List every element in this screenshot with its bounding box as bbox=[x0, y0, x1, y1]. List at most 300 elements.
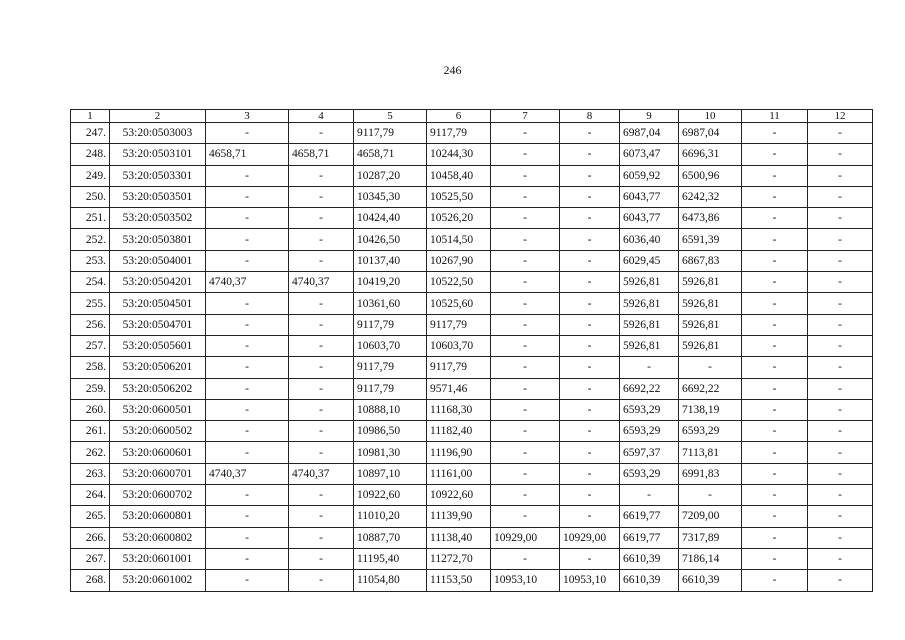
table-cell: 9117,79 bbox=[354, 314, 427, 335]
column-header: 4 bbox=[289, 110, 354, 123]
table-cell: - bbox=[560, 123, 620, 144]
table-cell: 6987,04 bbox=[679, 123, 742, 144]
table-cell: 6610,39 bbox=[620, 570, 679, 591]
table-cell: - bbox=[742, 506, 808, 527]
column-header: 10 bbox=[679, 110, 742, 123]
table-cell: 10986,50 bbox=[354, 421, 427, 442]
table-cell: 10603,70 bbox=[354, 335, 427, 356]
table-cell: 250. bbox=[71, 186, 110, 207]
table-cell: - bbox=[808, 485, 873, 506]
table-cell: - bbox=[206, 548, 289, 569]
table-cell: - bbox=[742, 314, 808, 335]
table-cell: 263. bbox=[71, 463, 110, 484]
table-cell: - bbox=[808, 548, 873, 569]
column-header: 3 bbox=[206, 110, 289, 123]
table-cell: - bbox=[289, 335, 354, 356]
table-cell: 11138,40 bbox=[427, 527, 491, 548]
table-row bbox=[71, 165, 873, 186]
table-cell: 261. bbox=[71, 421, 110, 442]
table-cell: - bbox=[742, 123, 808, 144]
table-cell: - bbox=[491, 165, 560, 186]
table-cell: - bbox=[206, 208, 289, 229]
table-cell: 256. bbox=[71, 314, 110, 335]
table-cell: - bbox=[206, 314, 289, 335]
table-cell: - bbox=[491, 123, 560, 144]
table-cell: 6597,37 bbox=[620, 442, 679, 463]
table-cell: 9117,79 bbox=[427, 357, 491, 378]
table-cell: 5926,81 bbox=[620, 272, 679, 293]
table-cell: - bbox=[491, 335, 560, 356]
table-cell: - bbox=[289, 357, 354, 378]
table-cell: - bbox=[491, 399, 560, 420]
column-header: 9 bbox=[620, 110, 679, 123]
table-row bbox=[71, 144, 873, 165]
table-cell: - bbox=[742, 527, 808, 548]
table-cell: - bbox=[742, 463, 808, 484]
table-cell: - bbox=[742, 357, 808, 378]
table-cell: - bbox=[560, 165, 620, 186]
table-cell: 266. bbox=[71, 527, 110, 548]
table-cell: - bbox=[808, 293, 873, 314]
table-cell: 6473,86 bbox=[679, 208, 742, 229]
table-cell: 10922,60 bbox=[354, 485, 427, 506]
table-cell: 9117,79 bbox=[354, 123, 427, 144]
table-cell: 260. bbox=[71, 399, 110, 420]
table-cell: 7186,14 bbox=[679, 548, 742, 569]
table-cell: - bbox=[808, 250, 873, 271]
column-header: 6 bbox=[427, 110, 491, 123]
table-cell: - bbox=[289, 485, 354, 506]
table-cell: - bbox=[560, 186, 620, 207]
table-cell: - bbox=[206, 123, 289, 144]
table-row bbox=[71, 421, 873, 442]
table-cell: - bbox=[491, 485, 560, 506]
table-cell: 6619,77 bbox=[620, 527, 679, 548]
table-cell: 6029,45 bbox=[620, 250, 679, 271]
table-cell: - bbox=[206, 250, 289, 271]
table-cell: - bbox=[560, 357, 620, 378]
table-cell: 5926,81 bbox=[620, 335, 679, 356]
table-cell: 10525,50 bbox=[427, 186, 491, 207]
table-cell: 5926,81 bbox=[620, 293, 679, 314]
header-row bbox=[71, 110, 873, 123]
table-row bbox=[71, 208, 873, 229]
table-cell: - bbox=[289, 208, 354, 229]
table-cell: 11196,90 bbox=[427, 442, 491, 463]
table-cell: 5926,81 bbox=[620, 314, 679, 335]
table-cell: - bbox=[808, 165, 873, 186]
table-cell: - bbox=[491, 250, 560, 271]
table-cell: 10361,60 bbox=[354, 293, 427, 314]
table-cell: 4740,37 bbox=[206, 463, 289, 484]
table-cell: - bbox=[289, 421, 354, 442]
table-cell: 6867,83 bbox=[679, 250, 742, 271]
table-cell: 53:20:0504701 bbox=[110, 314, 206, 335]
table-row bbox=[71, 506, 873, 527]
table-cell: 10603,70 bbox=[427, 335, 491, 356]
table-cell: - bbox=[742, 378, 808, 399]
table-cell: 9117,79 bbox=[427, 123, 491, 144]
table-cell: 10458,40 bbox=[427, 165, 491, 186]
table-cell: - bbox=[742, 570, 808, 591]
table-row bbox=[71, 186, 873, 207]
table-cell: - bbox=[679, 357, 742, 378]
table-cell: 4658,71 bbox=[289, 144, 354, 165]
table-cell: 6991,83 bbox=[679, 463, 742, 484]
table-cell: - bbox=[808, 421, 873, 442]
table-cell: 268. bbox=[71, 570, 110, 591]
table-cell: 6242,32 bbox=[679, 186, 742, 207]
table-cell: 53:20:0600802 bbox=[110, 527, 206, 548]
table-cell: 6500,96 bbox=[679, 165, 742, 186]
table-cell: 9117,79 bbox=[354, 378, 427, 399]
table-cell: - bbox=[206, 421, 289, 442]
table-cell: 6593,29 bbox=[620, 421, 679, 442]
table-cell: 11161,00 bbox=[427, 463, 491, 484]
table-cell: 53:20:0503003 bbox=[110, 123, 206, 144]
table-cell: 6043,77 bbox=[620, 208, 679, 229]
table-cell: - bbox=[742, 442, 808, 463]
table-cell: - bbox=[679, 485, 742, 506]
table-cell: - bbox=[289, 165, 354, 186]
table-cell: 9117,79 bbox=[354, 357, 427, 378]
column-header: 8 bbox=[560, 110, 620, 123]
table-row bbox=[71, 399, 873, 420]
table-cell: 255. bbox=[71, 293, 110, 314]
table-cell: - bbox=[206, 293, 289, 314]
table-cell: 247. bbox=[71, 123, 110, 144]
table-cell: 10887,70 bbox=[354, 527, 427, 548]
table-row bbox=[71, 570, 873, 591]
table-cell: 10267,90 bbox=[427, 250, 491, 271]
table-cell: - bbox=[560, 272, 620, 293]
table-cell: 7113,81 bbox=[679, 442, 742, 463]
table-cell: 9117,79 bbox=[427, 314, 491, 335]
table-cell: 6610,39 bbox=[620, 548, 679, 569]
table-cell: 5926,81 bbox=[679, 314, 742, 335]
table-cell: - bbox=[808, 399, 873, 420]
table-cell: 10287,20 bbox=[354, 165, 427, 186]
table-cell: 6036,40 bbox=[620, 229, 679, 250]
table-row bbox=[71, 527, 873, 548]
table-row bbox=[71, 463, 873, 484]
table-row bbox=[71, 123, 873, 144]
table-cell: - bbox=[560, 399, 620, 420]
table-cell: 10345,30 bbox=[354, 186, 427, 207]
table-cell: 6692,22 bbox=[679, 378, 742, 399]
table-cell: 6692,22 bbox=[620, 378, 679, 399]
table-cell: - bbox=[289, 527, 354, 548]
table-cell: - bbox=[206, 485, 289, 506]
table-cell: - bbox=[560, 548, 620, 569]
table-cell: 10981,30 bbox=[354, 442, 427, 463]
table-cell: 10244,30 bbox=[427, 144, 491, 165]
table-cell: 10137,40 bbox=[354, 250, 427, 271]
table-cell: 11139,90 bbox=[427, 506, 491, 527]
table-cell: 53:20:0506202 bbox=[110, 378, 206, 399]
table-cell: - bbox=[206, 229, 289, 250]
table-cell: - bbox=[289, 378, 354, 399]
table-cell: - bbox=[560, 442, 620, 463]
table-cell: 249. bbox=[71, 165, 110, 186]
table-cell: 53:20:0600702 bbox=[110, 485, 206, 506]
table-cell: 253. bbox=[71, 250, 110, 271]
table-cell: 6043,77 bbox=[620, 186, 679, 207]
table-cell: - bbox=[808, 272, 873, 293]
table-cell: 248. bbox=[71, 144, 110, 165]
table-cell: - bbox=[491, 442, 560, 463]
table-cell: 7209,00 bbox=[679, 506, 742, 527]
table-cell: 10514,50 bbox=[427, 229, 491, 250]
table-cell: - bbox=[808, 144, 873, 165]
table-cell: 53:20:0503101 bbox=[110, 144, 206, 165]
column-header: 11 bbox=[742, 110, 808, 123]
table-cell: - bbox=[289, 548, 354, 569]
table-cell: 264. bbox=[71, 485, 110, 506]
table-cell: 5926,81 bbox=[679, 335, 742, 356]
table-cell: - bbox=[560, 293, 620, 314]
table-cell: - bbox=[742, 165, 808, 186]
table-cell: 53:20:0600801 bbox=[110, 506, 206, 527]
table-cell: - bbox=[808, 335, 873, 356]
table-cell: - bbox=[742, 293, 808, 314]
table-cell: 11010,20 bbox=[354, 506, 427, 527]
table-cell: 10929,00 bbox=[560, 527, 620, 548]
table-cell: - bbox=[289, 293, 354, 314]
table-cell: - bbox=[289, 442, 354, 463]
table-cell: 53:20:0503801 bbox=[110, 229, 206, 250]
table-cell: 251. bbox=[71, 208, 110, 229]
table-cell: - bbox=[491, 208, 560, 229]
table-cell: - bbox=[491, 293, 560, 314]
table-cell: 5926,81 bbox=[679, 293, 742, 314]
table-cell: - bbox=[808, 314, 873, 335]
table-cell: - bbox=[289, 229, 354, 250]
table-cell: - bbox=[491, 378, 560, 399]
table-cell: 5926,81 bbox=[679, 272, 742, 293]
table-cell: 53:20:0600501 bbox=[110, 399, 206, 420]
table-cell: 10953,10 bbox=[560, 570, 620, 591]
table-cell: 4740,37 bbox=[206, 272, 289, 293]
table-row bbox=[71, 335, 873, 356]
table-cell: - bbox=[808, 378, 873, 399]
table-cell: 10526,20 bbox=[427, 208, 491, 229]
table-cell: - bbox=[620, 485, 679, 506]
table-cell: 53:20:0504001 bbox=[110, 250, 206, 271]
table-cell: - bbox=[560, 378, 620, 399]
table-row bbox=[71, 250, 873, 271]
table-cell: - bbox=[808, 357, 873, 378]
table-cell: 6696,31 bbox=[679, 144, 742, 165]
table-cell: 259. bbox=[71, 378, 110, 399]
table-cell: 6987,04 bbox=[620, 123, 679, 144]
table-cell: - bbox=[560, 229, 620, 250]
column-header: 1 bbox=[71, 110, 110, 123]
table-cell: 53:20:0600502 bbox=[110, 421, 206, 442]
table-cell: 6059,92 bbox=[620, 165, 679, 186]
table-cell: 11195,40 bbox=[354, 548, 427, 569]
table-cell: 53:20:0504201 bbox=[110, 272, 206, 293]
table-cell: 9571,46 bbox=[427, 378, 491, 399]
table-cell: 53:20:0505601 bbox=[110, 335, 206, 356]
table-cell: 10424,40 bbox=[354, 208, 427, 229]
table-cell: - bbox=[742, 335, 808, 356]
table-cell: 53:20:0600601 bbox=[110, 442, 206, 463]
table-cell: - bbox=[560, 144, 620, 165]
table-cell: - bbox=[808, 229, 873, 250]
table-cell: - bbox=[742, 229, 808, 250]
table-cell: - bbox=[808, 506, 873, 527]
table-cell: 11182,40 bbox=[427, 421, 491, 442]
table-cell: - bbox=[491, 357, 560, 378]
table-cell: - bbox=[491, 186, 560, 207]
table-cell: 11168,30 bbox=[427, 399, 491, 420]
table-cell: - bbox=[560, 314, 620, 335]
table-cell: - bbox=[560, 208, 620, 229]
table-cell: - bbox=[206, 506, 289, 527]
table-cell: - bbox=[491, 314, 560, 335]
table-row bbox=[71, 314, 873, 335]
table-cell: - bbox=[808, 463, 873, 484]
table-cell: - bbox=[560, 421, 620, 442]
table-cell: - bbox=[560, 506, 620, 527]
table-cell: - bbox=[491, 463, 560, 484]
table-cell: - bbox=[491, 506, 560, 527]
table-cell: 10426,50 bbox=[354, 229, 427, 250]
table-cell: - bbox=[742, 399, 808, 420]
table-cell: 6610,39 bbox=[679, 570, 742, 591]
table-cell: - bbox=[560, 335, 620, 356]
table-cell: - bbox=[289, 399, 354, 420]
table-cell: - bbox=[742, 272, 808, 293]
table-cell: - bbox=[742, 485, 808, 506]
table-cell: - bbox=[742, 548, 808, 569]
table-cell: - bbox=[491, 548, 560, 569]
table-cell: - bbox=[206, 378, 289, 399]
table-cell: - bbox=[206, 527, 289, 548]
table-cell: 7138,19 bbox=[679, 399, 742, 420]
column-header: 5 bbox=[354, 110, 427, 123]
table-cell: 53:20:0504501 bbox=[110, 293, 206, 314]
table-cell: 252. bbox=[71, 229, 110, 250]
table-cell: 6593,29 bbox=[620, 463, 679, 484]
table-cell: 10922,60 bbox=[427, 485, 491, 506]
table-cell: - bbox=[808, 208, 873, 229]
table-cell: 6591,39 bbox=[679, 229, 742, 250]
table-cell: - bbox=[289, 314, 354, 335]
table-cell: - bbox=[206, 442, 289, 463]
column-header: 7 bbox=[491, 110, 560, 123]
table-cell: 265. bbox=[71, 506, 110, 527]
column-header: 12 bbox=[808, 110, 873, 123]
table-cell: 257. bbox=[71, 335, 110, 356]
table-cell: 258. bbox=[71, 357, 110, 378]
table-cell: 6593,29 bbox=[620, 399, 679, 420]
table-cell: - bbox=[742, 144, 808, 165]
table-cell: - bbox=[620, 357, 679, 378]
table-cell: - bbox=[491, 421, 560, 442]
table-cell: - bbox=[742, 186, 808, 207]
table-cell: - bbox=[808, 123, 873, 144]
table-cell: 7317,89 bbox=[679, 527, 742, 548]
table-cell: - bbox=[560, 485, 620, 506]
table-cell: 53:20:0503301 bbox=[110, 165, 206, 186]
table-cell: 267. bbox=[71, 548, 110, 569]
data-table bbox=[70, 109, 873, 592]
table-cell: - bbox=[491, 229, 560, 250]
table-cell: - bbox=[289, 570, 354, 591]
table-cell: 53:20:0601002 bbox=[110, 570, 206, 591]
table-cell: 53:20:0503502 bbox=[110, 208, 206, 229]
table-cell: - bbox=[206, 165, 289, 186]
table-row bbox=[71, 229, 873, 250]
table-row bbox=[71, 293, 873, 314]
table-cell: - bbox=[206, 186, 289, 207]
table-row bbox=[71, 548, 873, 569]
table-cell: - bbox=[560, 250, 620, 271]
table-cell: 53:20:0600701 bbox=[110, 463, 206, 484]
table-cell: - bbox=[289, 186, 354, 207]
table-cell: 53:20:0506201 bbox=[110, 357, 206, 378]
table-cell: - bbox=[808, 186, 873, 207]
table-cell: - bbox=[808, 527, 873, 548]
table-cell: - bbox=[742, 421, 808, 442]
table-row bbox=[71, 357, 873, 378]
table-cell: 10419,20 bbox=[354, 272, 427, 293]
table-row bbox=[71, 378, 873, 399]
table-cell: 262. bbox=[71, 442, 110, 463]
table-cell: 10888,10 bbox=[354, 399, 427, 420]
table-cell: - bbox=[289, 250, 354, 271]
table-cell: 53:20:0601001 bbox=[110, 548, 206, 569]
table-cell: 6593,29 bbox=[679, 421, 742, 442]
table-cell: - bbox=[206, 399, 289, 420]
table-cell: 10953,10 bbox=[491, 570, 560, 591]
table-cell: - bbox=[560, 463, 620, 484]
table-cell: - bbox=[206, 570, 289, 591]
table-cell: - bbox=[742, 250, 808, 271]
table-row bbox=[71, 485, 873, 506]
table-cell: - bbox=[808, 442, 873, 463]
table-cell: 254. bbox=[71, 272, 110, 293]
table-row bbox=[71, 442, 873, 463]
table-cell: 10522,50 bbox=[427, 272, 491, 293]
table-cell: 11153,50 bbox=[427, 570, 491, 591]
table-cell: 4740,37 bbox=[289, 463, 354, 484]
table-row bbox=[71, 272, 873, 293]
table-cell: 6619,77 bbox=[620, 506, 679, 527]
table-cell: 4658,71 bbox=[354, 144, 427, 165]
table-cell: - bbox=[206, 335, 289, 356]
table-cell: 10897,10 bbox=[354, 463, 427, 484]
table-cell: - bbox=[808, 570, 873, 591]
table-cell: 53:20:0503501 bbox=[110, 186, 206, 207]
page-number: 246 bbox=[443, 63, 462, 77]
table-cell: 10929,00 bbox=[491, 527, 560, 548]
table-cell: 6073,47 bbox=[620, 144, 679, 165]
table-cell: 4740,37 bbox=[289, 272, 354, 293]
table-cell: - bbox=[289, 123, 354, 144]
table-cell: - bbox=[742, 208, 808, 229]
table-cell: - bbox=[206, 357, 289, 378]
table-cell: - bbox=[491, 144, 560, 165]
table-cell: 11054,80 bbox=[354, 570, 427, 591]
table-cell: 11272,70 bbox=[427, 548, 491, 569]
table-cell: 4658,71 bbox=[206, 144, 289, 165]
table-cell: - bbox=[289, 506, 354, 527]
table-cell: 10525,60 bbox=[427, 293, 491, 314]
column-header: 2 bbox=[110, 110, 206, 123]
